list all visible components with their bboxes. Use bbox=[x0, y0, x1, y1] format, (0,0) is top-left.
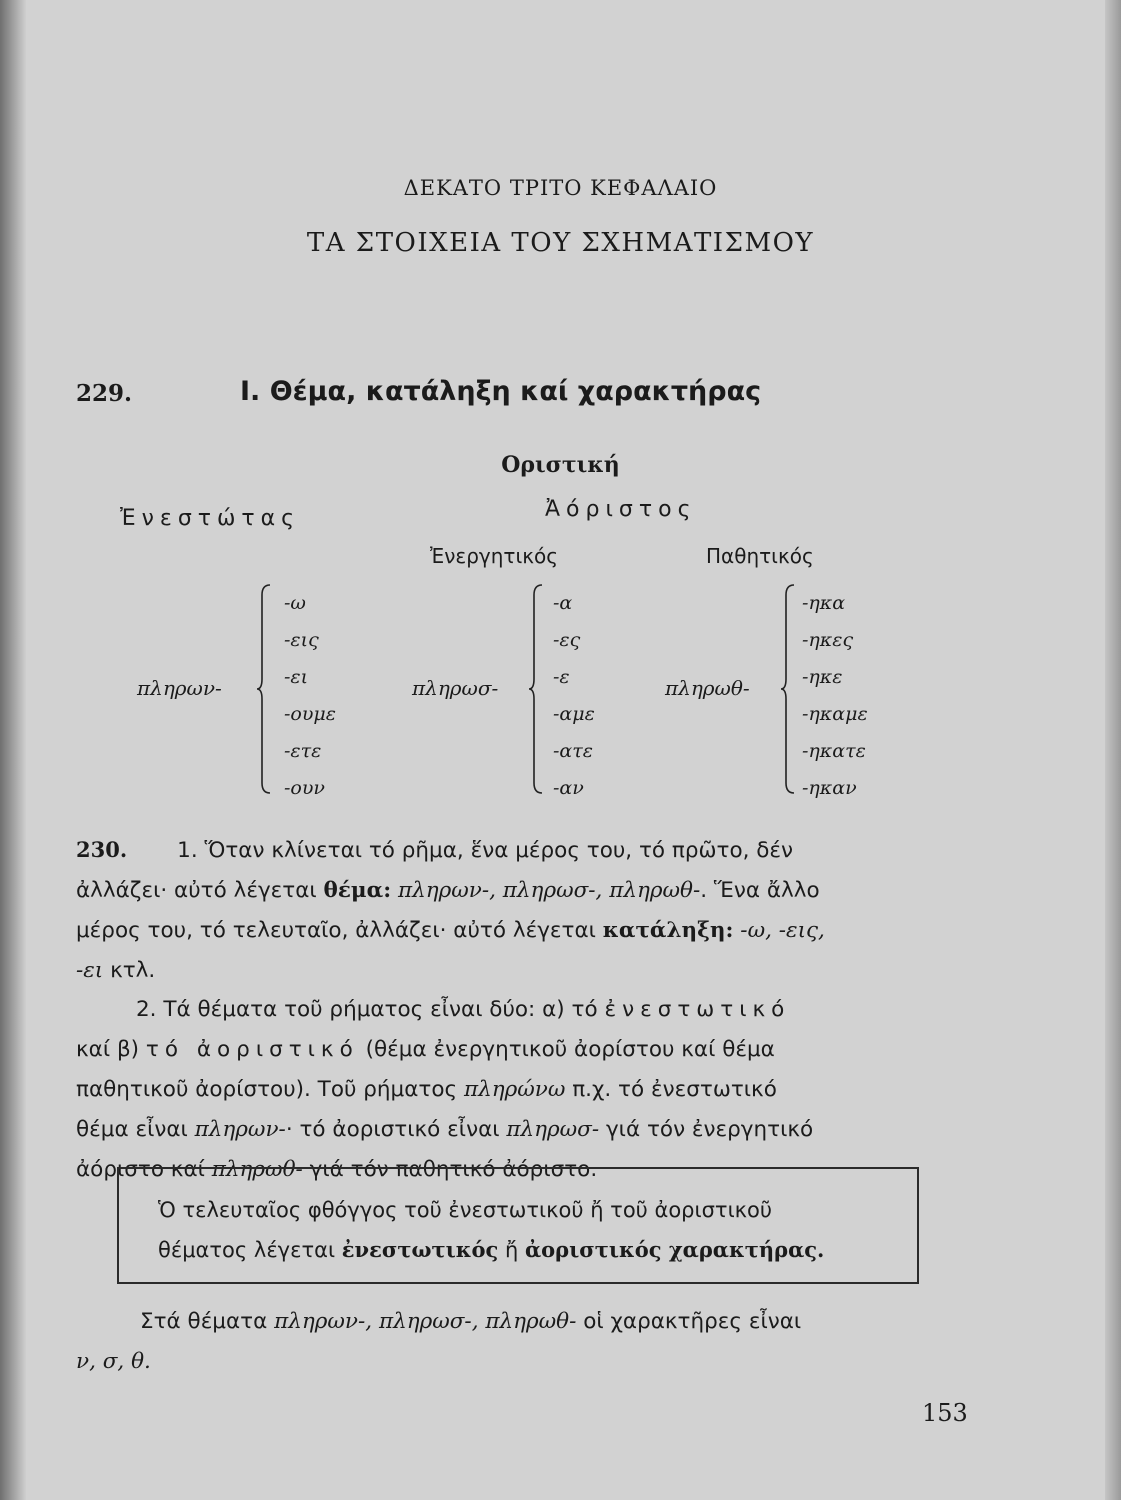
active-endings bbox=[553, 585, 595, 807]
text: 2. Τά θέματα τοῦ ρήματος εἶναι δύο: α) τό bbox=[136, 997, 605, 1022]
text: π.χ. τό ἐνεστωτικό bbox=[565, 1077, 777, 1102]
text: · τό ἀοριστικό εἶναι bbox=[285, 1117, 507, 1142]
characters-list: ν, σ, θ. bbox=[76, 1349, 151, 1374]
text: γιά τόν ἐνεργητικό bbox=[599, 1117, 814, 1142]
text: . Ἕνα ἄλλο bbox=[700, 878, 820, 903]
table-mood-heading: Οριστική bbox=[501, 452, 620, 478]
ending: -ες bbox=[553, 629, 581, 651]
ending: -αν bbox=[553, 777, 584, 799]
text: θέματος λέγεται bbox=[158, 1238, 342, 1262]
chapter-heading: ΔΕΚΑΤΟ ΤΡΙΤΟ ΚΕΦΑΛΑΙΟ bbox=[403, 176, 718, 200]
example-stem: πληρωσ- bbox=[506, 1117, 600, 1142]
bold-term: ἀοριστικός χαρακτήρας. bbox=[524, 1237, 825, 1262]
term-ending: κατάληξη: bbox=[602, 918, 734, 943]
spaced-term: ἐνεστωτικό bbox=[604, 997, 791, 1022]
ending: -ετε bbox=[284, 740, 322, 762]
example-stem: πληρων- bbox=[194, 1117, 286, 1142]
example-ending: -ει bbox=[76, 958, 104, 983]
ending: -ηκες bbox=[802, 629, 854, 651]
paragraph-230-part2 bbox=[76, 990, 962, 1190]
text: καί β) bbox=[76, 1037, 146, 1062]
present-brace bbox=[256, 583, 280, 795]
text: (θέμα ἐνεργητικοῦ ἀορίστου καί θέμα bbox=[358, 1037, 775, 1062]
aorist-header: Ἀόριστος bbox=[545, 497, 697, 522]
passive-endings bbox=[802, 585, 868, 807]
text: ἤ bbox=[498, 1238, 525, 1262]
ending: -αμε bbox=[553, 703, 595, 725]
example-stem: πληρωθ- bbox=[211, 1157, 303, 1182]
section-title: Ι. Θέμα, κατάληξη καί χαρακτήρας bbox=[240, 376, 762, 407]
present-endings bbox=[284, 585, 336, 807]
active-label: Ἐνεργητικός bbox=[430, 544, 558, 568]
page-edge bbox=[1105, 0, 1121, 1500]
spaced-term: τό ἀοριστικό bbox=[145, 1037, 359, 1062]
ending: -ει bbox=[284, 666, 309, 688]
example-verb: πληρώνω bbox=[463, 1077, 566, 1102]
page-number: 153 bbox=[922, 1399, 968, 1427]
present-stem: πληρων- bbox=[137, 676, 222, 700]
text: κτλ. bbox=[103, 958, 156, 983]
passive-label: Παθητικός bbox=[706, 544, 814, 568]
ending: -ηκαν bbox=[802, 777, 857, 799]
ending: -ε bbox=[553, 666, 570, 688]
text: παθητικοῦ ἀορίστου). Τοῦ ρήματος bbox=[76, 1077, 464, 1102]
example-endings: -ω, -εις, bbox=[733, 918, 825, 943]
section-number-230: 230. bbox=[76, 837, 128, 862]
ending: -ατε bbox=[553, 740, 593, 762]
text: ἀλλάζει· αὐτό λέγεται bbox=[76, 878, 324, 903]
ending: -εις bbox=[284, 629, 319, 651]
ending: -α bbox=[553, 592, 573, 614]
text: οἱ χαρακτῆρες εἶναι bbox=[576, 1309, 802, 1334]
text: μέρος του, τό τελευταῖο, ἀλλάζει· αὐτό λέγεται bbox=[76, 918, 603, 943]
example-stems: πληρων-, πληρωσ-, πληρωθ- bbox=[274, 1309, 577, 1334]
paragraph-230-part1 bbox=[76, 830, 962, 991]
text: γιά τόν παθητικό ἀόριστο. bbox=[302, 1157, 598, 1182]
example-stems: πληρων-, πληρωσ-, πληρωθ- bbox=[391, 878, 701, 903]
ending: -ηκε bbox=[802, 666, 843, 688]
passive-stem: πληρωθ- bbox=[665, 676, 750, 700]
active-brace bbox=[528, 583, 552, 795]
present-header: Ἐνεστώτας bbox=[120, 506, 301, 531]
ending: -ω bbox=[284, 592, 306, 614]
text: ἀόριστο καί bbox=[76, 1157, 212, 1182]
ending: -ηκατε bbox=[802, 740, 866, 762]
ending: -ηκαμε bbox=[802, 703, 868, 725]
text: Ὁ τελευταῖος φθόγγος τοῦ ἐνεστωτικοῦ ἤ τοῦ ἀοριστικοῦ bbox=[158, 1198, 773, 1222]
text: 1. Ὅταν κλίνεται τό ρῆμα, ἕνα μέρος του, τό πρῶτο, δέν bbox=[177, 838, 794, 863]
ending: -ηκα bbox=[802, 592, 846, 614]
term-stem: θέμα: bbox=[323, 878, 392, 903]
passive-brace bbox=[780, 583, 804, 795]
section-number: 229. bbox=[76, 380, 133, 407]
chapter-title: ΤΑ ΣΤΟΙΧΕΙΑ ΤΟΥ ΣΧΗΜΑΤΙΣΜΟΥ bbox=[306, 228, 815, 258]
closing-paragraph bbox=[76, 1302, 962, 1382]
ending: -ουν bbox=[284, 777, 325, 799]
text: Στά θέματα bbox=[140, 1309, 275, 1334]
rule-text bbox=[158, 1190, 918, 1270]
bold-term: ἐνεστωτικός bbox=[341, 1237, 499, 1262]
text: θέμα εἶναι bbox=[76, 1117, 195, 1142]
ending: -ουμε bbox=[284, 703, 336, 725]
book-gutter bbox=[0, 0, 26, 1500]
active-stem: πληρωσ- bbox=[412, 676, 499, 700]
